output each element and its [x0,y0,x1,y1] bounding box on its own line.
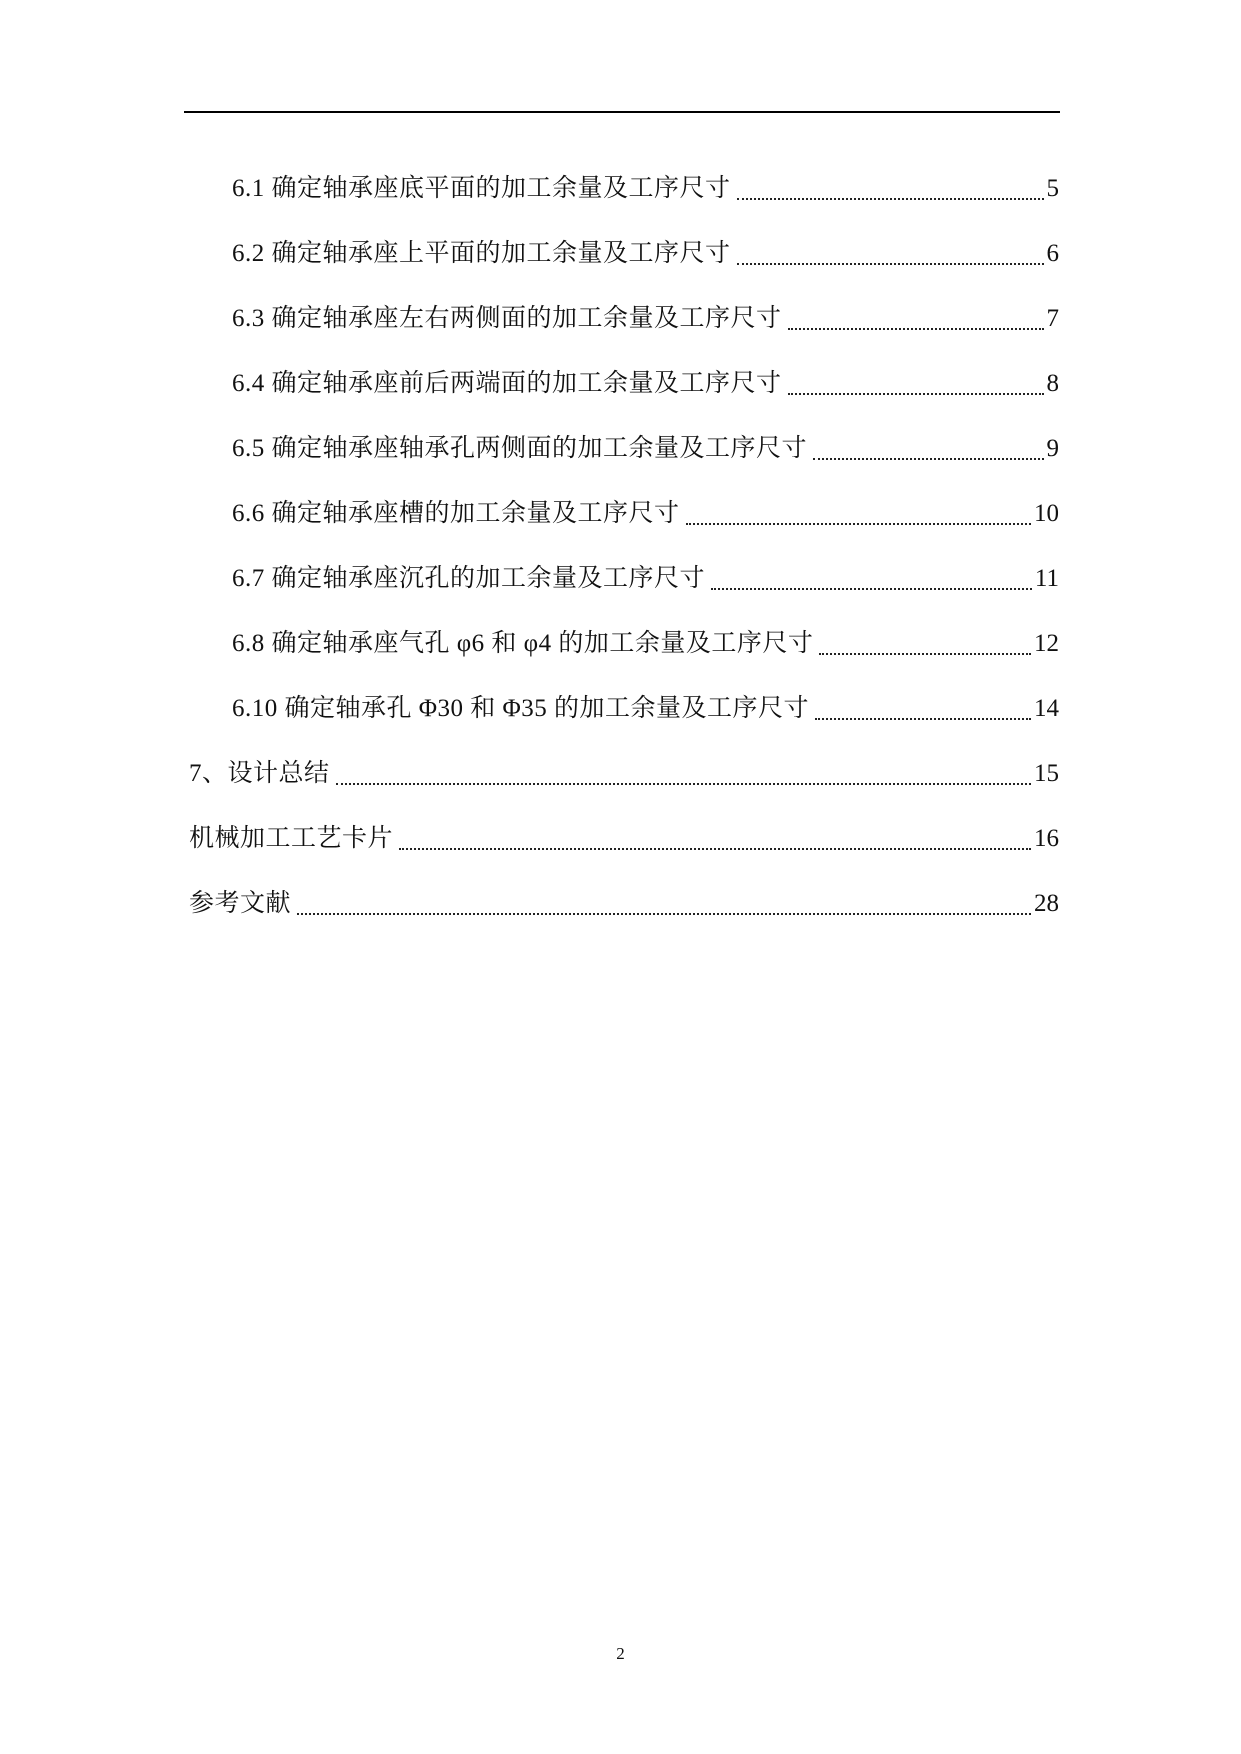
page-number: 2 [616,1644,625,1663]
toc-entry-title: 6.8 确定轴承座气孔 φ6 和 φ4 的加工余量及工序尺寸 [232,630,814,657]
toc-entry-title: 6.6 确定轴承座槽的加工余量及工序尺寸 [232,500,680,527]
dot-leader [813,434,1043,460]
toc-entry-title: 参考文献 [189,890,292,917]
toc-entry-page: 11 [1034,565,1059,592]
dot-leader [399,824,1031,850]
toc-entry-6-8[interactable] [232,621,1059,661]
toc-entry-title: 6.3 确定轴承座左右两侧面的加工余量及工序尺寸 [232,305,782,332]
toc-entry-page: 9 [1046,435,1059,462]
toc-entry-title: 6.1 确定轴承座底平面的加工余量及工序尺寸 [232,175,731,202]
toc-entry-6-1[interactable] [232,166,1059,206]
toc-entry-6-10[interactable] [232,686,1059,726]
toc-entry-title: 机械加工工艺卡片 [189,825,394,852]
toc-entry-6-4[interactable] [232,361,1059,401]
toc-entry-process-cards[interactable] [189,816,1059,856]
toc-entry-design-summary[interactable] [189,751,1059,791]
dot-leader [336,759,1031,785]
toc-entry-title: 6.2 确定轴承座上平面的加工余量及工序尺寸 [232,240,731,267]
toc-entry-6-2[interactable] [232,231,1059,271]
toc-entry-page: 6 [1046,240,1059,267]
toc-entry-page: 16 [1034,825,1059,852]
toc-entry-page: 15 [1034,760,1059,787]
dot-leader [815,694,1031,720]
toc-entry-6-5[interactable] [232,426,1059,466]
toc-entry-page: 8 [1046,370,1059,397]
toc-entry-title: 6.5 确定轴承座轴承孔两侧面的加工余量及工序尺寸 [232,435,808,462]
toc-entry-title: 7、设计总结 [189,760,330,787]
dot-leader [788,369,1044,395]
toc-entry-title: 6.4 确定轴承座前后两端面的加工余量及工序尺寸 [232,370,782,397]
toc-entry-page: 7 [1046,305,1059,332]
dot-leader [788,304,1044,330]
dot-leader [686,499,1031,525]
toc-entry-title: 6.7 确定轴承座沉孔的加工余量及工序尺寸 [232,565,706,592]
toc-entry-6-7[interactable] [232,556,1059,596]
toc-entry-6-3[interactable] [232,296,1059,336]
toc-entry-page: 5 [1046,175,1059,202]
dot-leader [737,239,1044,265]
dot-leader [737,174,1044,200]
toc-entry-6-6[interactable] [232,491,1059,531]
dot-leader [819,629,1031,655]
toc-entry-title: 6.10 确定轴承孔 Φ30 和 Φ35 的加工余量及工序尺寸 [232,695,810,722]
toc-entry-page: 28 [1034,890,1059,917]
toc-entry-page: 14 [1034,695,1059,722]
toc-entry-references[interactable] [189,881,1059,921]
dot-leader [297,889,1031,915]
toc-entry-page: 10 [1034,500,1059,527]
toc-entry-page: 12 [1034,630,1059,657]
dot-leader [711,564,1032,590]
